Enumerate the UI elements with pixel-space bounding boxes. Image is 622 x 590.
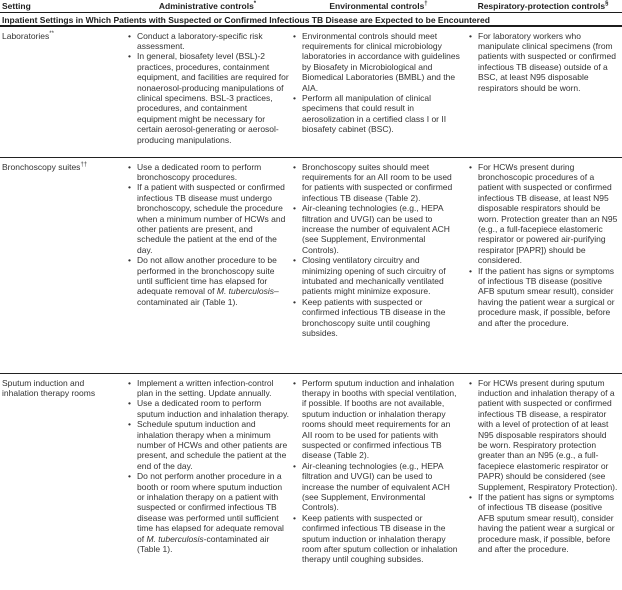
bullet-icon: • [128,182,131,193]
bullet-icon: • [469,377,472,388]
column-header-setting: Setting [2,1,31,11]
bullet-icon: • [293,255,296,266]
column-header-administrative: Administrative controls* [158,1,257,11]
bullet-item: • Do not allow another procedure to be performed in the bronchoscopy suite until sufficient time has elapsed for adequate removal of M. tuberculosis–contaminated air (Table 1). [128,255,279,307]
administrative-cell [122,158,293,373]
bullet-item: • Air-cleaning technologies (e.g., HEPA filtration and UVGI) can be used to increase the number of equivalent ACH (see Supplement, Environmental Controls). [293,460,450,513]
bullet-item: • Do not perform another procedure in a booth or room where sputum induction or inhalation therapy on a patient with suspected or confirmed infectious TB disease was performed until sufficient time has elapsed for adequate removal of M. tuberculosis-contaminated air (Table 1). [128,471,284,554]
bullet-item: • Use a dedicated room to perform sputum induction and inhalation therapy. [128,398,289,419]
environmental-cell [293,158,464,373]
administrative-cell [122,27,293,157]
bullet-icon: • [128,255,131,266]
administrative-cell [122,374,293,590]
bullet-item: • Keep patients with suspected or confirmed infectious TB disease in the bronchoscopy suite until coughing subsides. [293,296,446,338]
bullet-item: • In general, biosafety level (BSL)-2 practices, procedures, containment equipment, and facilities are required for nonaerosol-producing manipulations of clinical specimens. BSL-3 practices, procedures, and containment equipment might be necessary for certain aerosol-generating or aerosol-producing manipulations. [128,51,289,145]
superscript-marker: † [424,1,428,8]
bullet-item: • Closing ventilatory circuitry and minimizing opening of such circuitry of intubated and mechanically ventilated patients might minimize exposure. [293,255,446,297]
bullet-item: • For HCWs present during bronchoscopic procedures of a patient with suspected or confirmed infectious TB disease, at least N95 disposable respirators should be worn. Protection greater than an N95 (e.g., a full-facepiece elastomeric respirator or powered air-purifying respirator [PAPR]) should be considered. [469,161,618,266]
table-row [0,27,622,158]
bullet-icon: • [128,377,131,388]
superscript-marker: § [605,1,609,8]
table-row [0,374,622,590]
bullet-item: • Keep patients with suspected or confirmed infectious TB disease in the sputum induction or inhalation therapy room after sputum collection or inhalation therapy until coughing subsides. [293,512,458,565]
bullet-icon: • [469,30,472,41]
environmental-cell [293,27,464,157]
respiratory-cell [464,27,622,157]
bullet-item: • Perform sputum induction and inhalation therapy in booths with special ventilation, if possible. If booths are not available, sputum induction or inhalation therapy rooms should meet requirements for an AII room to be used for patients with suspected or confirmed infectious TB disease (Table 2). [293,377,457,461]
bullet-item: • Air-cleaning technologies (e.g., HEPA filtration and UVGI) can be used to increase the number of equivalent ACH (see Supplement, Environmental Controls). [293,203,450,255]
environmental-cell [293,374,464,590]
column-header-row [0,0,622,13]
bullet-item: • For HCWs present during sputum induction and inhalation therapy of a patient with suspected or confirmed infectious TB disease, a respirator with a level of protection of at least N95 disposable respirators should be worn. Respiratory protection greater than an N95 (e.g., a full-facepiece elastomeric respirator or PAPR) should be considered (see Supplement, Respiratory Protection). [469,377,618,492]
superscript-marker: †† [80,161,88,168]
respiratory-cell [464,158,622,373]
bullet-item: • Implement a written infection-control plan in the setting. Update annually. [128,377,274,398]
bullet-icon: • [128,471,131,482]
bullet-icon: • [293,30,296,41]
superscript-marker: ** [49,30,54,37]
bullet-icon: • [293,377,296,388]
column-header-environmental: Environmental controls† [329,1,428,11]
bullet-icon: • [128,51,131,62]
bullet-icon: • [293,161,296,172]
bullet-icon: • [293,203,296,214]
bullet-icon: • [469,161,472,172]
bullet-item: • If the patient has signs or symptoms of infectious TB disease (positive AFB sputum smear result), consider having the patient wear a surgical or procedure mask, if possible, before and after the procedure. [469,265,615,328]
bullet-icon: • [128,398,131,409]
bullet-icon: • [469,265,472,276]
bullet-icon: • [128,161,131,172]
section-header: Inpatient Settings in Which Patients with Suspected or Confirmed Infectious TB Disease are Expected to be Encountered [0,13,622,27]
setting-cell: Bronchoscopy suites†† [2,161,88,172]
bullet-item: • If the patient has signs or symptoms of infectious TB disease (positive AFB sputum smear result), consider having the patient wear a surgical or procedure mask, if possible, before and after the procedure. [469,491,615,554]
bullet-icon: • [293,512,296,523]
table-row [0,158,622,374]
bullet-icon: • [293,296,296,307]
respiratory-cell [464,374,622,590]
setting-cell: Laboratories** [2,30,54,41]
bullet-icon: • [128,419,131,430]
bullet-item: • Bronchoscopy suites should meet requirements for an AII room to be used for patients with suspected or confirmed infectious TB disease (Table 2). [293,161,453,203]
bullet-item: • Conduct a laboratory-specific risk assessment. [128,30,263,51]
bullet-icon: • [128,30,131,41]
superscript-marker: * [253,1,257,8]
column-header-respiratory: Respiratory-protection controls§ [477,1,609,11]
bullet-item: • Perform all manipulation of clinical specimens that could result in aerosolization in a certified class I or II biosafety cabinet (BSC). [293,92,447,135]
bullet-item: • For laboratory workers who manipulate clinical specimens (from patients with suspected or confirmed infectious TB disease) outside of a BSC, at least N95 disposable respirators should be worn. [469,30,616,93]
bullet-icon: • [293,460,296,471]
bullet-item: • Schedule sputum induction and inhalation therapy when a minimum number of HCWs and other patients are present, and schedule the patient at the end of the day. [128,419,288,471]
bullet-icon: • [293,92,296,103]
bullet-item: • Environmental controls should meet requirements for clinical microbiology laboratories in accordance with guidelines by Biosafety in Microbiological and Biomedical Laboratories (BMBL) and the AIA. [293,30,460,93]
bullet-item: • Use a dedicated room to perform bronchoscopy procedures. [128,161,262,182]
bullet-icon: • [469,491,472,502]
table-body [0,27,622,590]
setting-cell: Sputum induction and inhalation therapy rooms [2,377,96,398]
bullet-item: • If a patient with suspected or confirmed infectious TB disease must undergo bronchoscopy, schedule the procedure when a minimum number of HCWs and other patients are present, and schedule the patient at the end of the day. [128,182,286,255]
